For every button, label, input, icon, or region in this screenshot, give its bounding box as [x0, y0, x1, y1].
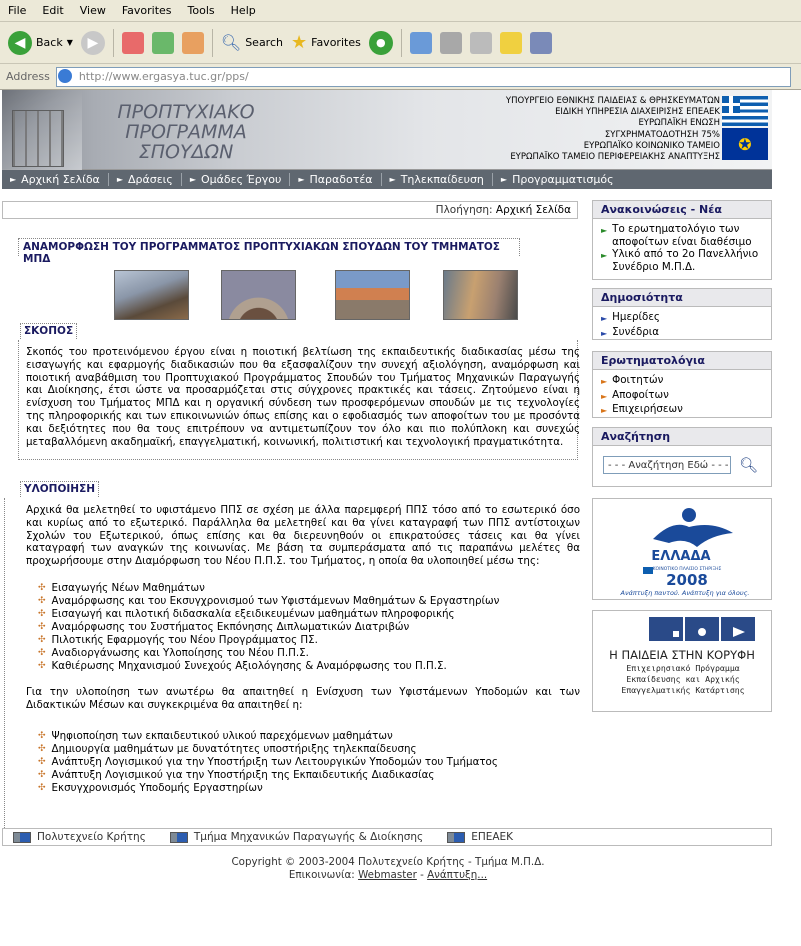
chevron-down-icon: ▼ — [66, 38, 73, 47]
ellada-title: ΕΛΛΑΔΑ — [651, 549, 711, 564]
link-icon — [13, 832, 31, 843]
agency-line: ΣΥΓΧΡΗΜΑΤΟΔΟΤΗΣΗ 75% — [604, 129, 720, 140]
paideia-banner[interactable] — [592, 610, 772, 712]
list-item: ✣ Καθιέρωσης Μηχανισμού Συνεχούς Αξιολόγησης & Αναμόρφωσης του Π.Π.Σ. — [38, 660, 499, 673]
ie-page-icon — [58, 69, 72, 83]
breadcrumb-current[interactable]: Αρχική Σελίδα — [495, 204, 571, 216]
favorites-button[interactable] — [291, 32, 361, 53]
nav-label: Προγραμματισμός — [512, 173, 614, 186]
news-item[interactable]: ► Το ερωτηματολόγιο των αποφοίτων είναι διαθέσιμο — [601, 223, 752, 248]
arrow-icon: ► — [601, 226, 608, 235]
toolbar-separator — [212, 29, 213, 57]
back-arrow-icon: ◀ — [8, 31, 32, 55]
paideia-subtitle: Επιχειρησιακό Πρόγραμμα Εκπαίδευσης και Αρχικής Επαγγελματικής Κατάρτισης — [621, 663, 745, 695]
refresh-icon[interactable] — [152, 32, 174, 54]
list-item: ✣ Δημιουργία μαθημάτων με δυνατότητες υποστήριξης τηλεκπαίδευσης — [38, 743, 498, 756]
nav-label: Παραδοτέα — [309, 173, 373, 186]
breadcrumb-label: Πλοήγηση: — [435, 204, 493, 216]
agency-line: ΕΥΡΩΠΑΪΚΟ ΤΑΜΕΙΟ ΠΕΡΙΦΕΡΕΙΑΚΗΣ ΑΝΑΠΤΥΞΗΣ — [510, 152, 720, 163]
arrow-icon: ► — [298, 175, 305, 184]
link-icon — [447, 832, 465, 843]
home-icon[interactable] — [182, 32, 204, 54]
questionnaires-box — [592, 351, 772, 418]
search-icon: 🔍︎ — [220, 33, 242, 52]
menu-bar — [0, 0, 801, 22]
nav-label: Τηλεκπαίδευση — [400, 173, 484, 186]
nav-label: Ομάδες Έργου — [200, 173, 282, 186]
print-icon[interactable] — [440, 32, 462, 54]
implementation-list — [38, 582, 499, 673]
arrow-icon: ► — [601, 377, 608, 386]
questionnaires-title: Ερωτηματολόγια — [593, 352, 771, 370]
arrow-icon: ► — [116, 175, 123, 184]
ellada-2008-banner[interactable] — [592, 498, 772, 600]
campus-photo — [114, 270, 189, 320]
greek-flag-icon — [722, 96, 768, 126]
nav-label: Αρχική Σελίδα — [21, 173, 100, 186]
section-title-skopos: ΣΚΟΠΟΣ — [20, 323, 77, 339]
list-item: ✣ Εκσυγχρονισμός Υποδομής Εργαστηρίων — [38, 782, 498, 795]
campus-photo — [335, 270, 410, 320]
news-box — [592, 200, 772, 280]
messenger-icon[interactable] — [530, 32, 552, 54]
toolbar-separator — [401, 29, 402, 57]
arrow-icon: ► — [189, 175, 196, 184]
skopos-text: Σκοπός του προτεινόμενου έργου είναι η ποιοτική βελτίωση της εκπαιδευτικής διαδικασίας μέσω της εισαγωγής και εφαρμογής διαδικασιών που θα εξασφαλίζουν την συνεχή αξιολόγηση, αναμόρφωση και ποιοτική αναβάθμιση του Προπτυχιακού Προγράμματος Σπουδών του Τμήματος Μηχανικών Παραγωγής και Διοίκησης, έτσι ώστε να προσαρμόζεται στις σύγχρονες πρακτικές και τάσεις. Ζητούμενο είναι η ενίσχυση του Τμήματος ΜΠΔ και η οργανική σύνδεση των προσφερόμενων σπουδών με τις τεχνολογίες της πληροφορικής και των επικοινωνιών όπως επίσης και ο εφοδιασμός των αποφοίτων του με προσόντα και δεξιότητες που θα τους επιτρέπουν να αντιμετωπίζουν τον όλο και πιο πολύπλοκη και συνεχώς μεταβαλλόμενη ακαδημαϊκή, επαγγελματική, κοινωνική, πολιτιστική και τεχνολογική πραγματικότητα. — [26, 346, 580, 448]
search-label: Search — [245, 36, 283, 49]
needs-list — [38, 730, 498, 795]
photo-strip — [114, 270, 518, 320]
building-photo — [2, 90, 82, 170]
list-item: ✣ Αναμόρφωσης του Συστήματος Εκπόνησης Διπλωματικών Διατριβών — [38, 621, 499, 634]
publicity-box — [592, 288, 772, 340]
footer-link-epeaek[interactable]: ΕΠΕΑΕΚ — [437, 831, 513, 843]
questionnaire-item[interactable]: ► Φοιτητών — [601, 374, 765, 389]
toolbar-separator — [113, 29, 114, 57]
forward-button[interactable]: ▶ — [81, 31, 105, 55]
webmaster-link[interactable]: Webmaster — [358, 868, 417, 881]
arrow-icon: ► — [601, 251, 608, 260]
publicity-title: Δημοσιότητα — [593, 289, 771, 307]
footer-link-tuc[interactable]: Πολυτεχνείο Κρήτης — [3, 831, 146, 843]
mail-icon[interactable] — [410, 32, 432, 54]
ellada-logo-icon — [593, 499, 771, 599]
menu-favorites[interactable]: Favorites — [121, 4, 172, 17]
section-title-ylopoiisi: ΥΛΟΠΟΙΗΣΗ — [20, 481, 99, 497]
search-icon[interactable]: 🔍︎ — [739, 456, 759, 474]
agency-line: ΥΠΟΥΡΓΕΙΟ ΕΘΝΙΚΗΣ ΠΑΙΔΕΙΑΣ & ΘΡΗΣΚΕΥΜΑΤΩΝ — [505, 96, 720, 106]
search-input[interactable] — [603, 456, 731, 474]
footer-links — [2, 828, 772, 846]
footer-link-dpem[interactable]: Τμήμα Μηχανικών Παραγωγής & Διοίκησης — [160, 831, 423, 843]
ylopoiisi-need-text: Για την υλοποίηση των ανωτέρω θα απαιτηθεί η Ενίσχυση των Υφιστάμενων Υποδομών και των Διδακτικών Μέσων και συγκεκριμένα θα απαιτηθεί η: — [26, 686, 580, 711]
arrow-icon: ► — [389, 175, 396, 184]
news-title: Ανακοινώσεις - Νέα — [593, 201, 771, 219]
campus-photo — [443, 270, 518, 320]
paideia-logo-icon — [593, 611, 771, 711]
list-item: ✣ Πιλοτικής Εφαρμογής του Νέου Προγράμματος ΠΣ. — [38, 634, 499, 647]
arrow-icon: ► — [10, 175, 17, 184]
search-box — [592, 427, 772, 487]
address-bar — [0, 64, 801, 90]
questionnaire-item[interactable]: ► Επιχειρήσεων — [601, 403, 765, 418]
edit-icon[interactable] — [470, 32, 492, 54]
banner-title: ΠΡΟΠΤΥΧΙΑΚΟ ΠΡΟΓΡΑΜΜΑ ΣΠΟΥΔΩΝ — [117, 101, 255, 163]
back-button[interactable] — [8, 31, 73, 55]
list-item: ✣ Εισαγωγή και πιλοτική διδασκαλία εξειδικευμένων μαθημάτων πληροφορικής — [38, 608, 499, 621]
nav-planning[interactable] — [493, 173, 622, 186]
media-icon[interactable]: ● — [369, 31, 393, 55]
stop-icon[interactable] — [122, 32, 144, 54]
ellada-year: 2008 — [666, 571, 708, 589]
menu-view[interactable]: View — [79, 4, 106, 17]
arrow-icon: ► — [601, 406, 608, 415]
search-title: Αναζήτηση — [593, 428, 771, 446]
paideia-title: Η ΠΑΙΔΕΙΑ ΣΤΗΝ ΚΟΡΥΦΗ — [609, 648, 755, 662]
eu-flag-icon: ✪ — [722, 128, 768, 160]
ellada-subtitle: ΚΟΙΝΟΤΙΚΟ ΠΛΑΙΣΙΟ ΣΤΗΡΙΞΗΣ — [652, 567, 722, 572]
contact-label: Επικοινωνία: — [288, 868, 355, 881]
menu-edit[interactable]: Edit — [42, 4, 64, 17]
site-banner — [2, 90, 772, 170]
greek-flag-cross — [722, 103, 740, 106]
search-button[interactable] — [221, 33, 283, 52]
copyright-text: Copyright © 2003-2004 Πολυτεχνείο Κρήτης - Τμήμα Μ.Π.Δ. — [231, 856, 545, 868]
nav-teams[interactable] — [182, 173, 291, 186]
development-link[interactable]: Ανάπτυξη... — [427, 868, 488, 881]
back-label: Back — [36, 36, 63, 49]
agency-line: ΕΥΡΩΠΑΪΚΗ ΕΝΩΣΗ — [638, 118, 720, 129]
favorites-label: Favorites — [311, 36, 361, 49]
folder-icon[interactable] — [500, 32, 522, 54]
nav-home[interactable] — [2, 173, 109, 186]
list-item: ✣ Ψηφιοποίηση των εκπαιδευτικού υλικού παρεχόμενων μαθημάτων — [38, 730, 498, 743]
breadcrumb — [2, 201, 578, 219]
address-label: Address — [6, 70, 50, 83]
list-item: ✣ Ανάπτυξη Λογισμικού για την Υποστήριξη της Εκπαιδευτικής Διαδικασίας — [38, 769, 498, 782]
browser-toolbar — [0, 22, 801, 64]
ylopoiisi-intro: Αρχικά θα μελετηθεί το υφιστάμενο ΠΠΣ σε σχέση με άλλα παρεμφερή ΠΠΣ τόσο από το εσωτερικό όσο και κυρίως από το εξωτερικό. Παράλληλα θα μελετηθεί και θα γίνει καταγραφή των ΠΠΣ αντίστοιχων Σχολών του Εξωτερικού, όπως επίσης και θα διερευνηθούν οι επικρατούσες τάσεις και θα γίνει καταγραφή των αναγκών της κοινωνίας. Με βάση τα συμπεράσματα από τις παραπάνω μελέτες θα προχωρήσουμε στην Διαμόρφωση του Νέου Π.Π.Σ. του Τμήματος, η οποία θα υλοποιηθεί μέσω της: — [26, 504, 580, 568]
arrow-icon: ► — [500, 175, 508, 184]
publicity-item[interactable]: ► Συνέδρια — [601, 326, 765, 341]
publicity-item[interactable]: ► Ημερίδες — [601, 311, 765, 326]
address-input[interactable] — [56, 67, 791, 87]
page-heading: ΑΝΑΜΟΡΦΩΣΗ ΤΟΥ ΠΡΟΓΡΑΜΜΑΤΟΣ ΠΡΟΠΤΥΧΙΑΚΩΝ ΣΠΟΥΔΩΝ ΤΟΥ ΤΜΗΜΑΤΟΣ ΜΠΔ — [18, 238, 520, 256]
star-icon: ★ — [290, 32, 308, 53]
menu-help[interactable]: Help — [230, 4, 256, 17]
agency-line: ΕΥΡΩΠΑΪΚΟ ΚΟΙΝΩΝΙΚΟ ΤΑΜΕΙΟ — [583, 140, 720, 151]
list-item: ✣ Αναμόρφωσης και του Εκσυγχρονισμού των Υφιστάμενων Μαθημάτων & Εργαστηρίων — [38, 595, 499, 608]
link-icon — [170, 832, 188, 843]
web-page — [0, 90, 801, 946]
list-item: ✣ Εισαγωγής Νέων Μαθημάτων — [38, 582, 499, 595]
menu-tools[interactable]: Tools — [187, 4, 215, 17]
nav-elearning[interactable] — [382, 173, 493, 186]
questionnaire-item[interactable]: ► Αποφοίτων — [601, 389, 765, 404]
nav-label: Δράσεις — [127, 173, 173, 186]
list-item: ✣ Ανάπτυξη Λογισμικού για την Υποστήριξη των Λειτουργικών Υποδομών του Τμήματος — [38, 756, 498, 769]
agency-list — [472, 96, 720, 163]
menu-file[interactable]: File — [8, 4, 27, 17]
main-nav — [2, 170, 772, 189]
campus-photo — [221, 270, 296, 320]
nav-actions[interactable] — [109, 173, 182, 186]
copyright: Copyright © 2003-2004 Πολυτεχνείο Κρήτης - Τμήμα Μ.Π.Δ. Επικοινωνία: Webmaster - Ανάπτυξη... — [0, 856, 776, 881]
news-item[interactable]: ► Υλικό από το 2ο Πανελλήνιο Συνέδριο Μ.Π.Δ. — [601, 248, 759, 273]
ellada-slogan: Ανάπτυξη παντού. Ανάπτυξη για όλους. — [620, 589, 750, 597]
nav-deliverables[interactable] — [290, 173, 381, 186]
list-item: ✣ Αναδιοργάνωσης και Υλοποίησης του Νέου Π.Π.Σ. — [38, 647, 499, 660]
arrow-icon: ► — [601, 314, 608, 323]
agency-line: ΕΙΔΙΚΗ ΥΠΗΡΕΣΙΑ ΔΙΑΧΕΙΡΙΣΗΣ ΕΠΕΑΕΚ — [555, 107, 720, 118]
arrow-icon: ► — [601, 391, 608, 401]
arrow-icon: ► — [601, 328, 608, 338]
